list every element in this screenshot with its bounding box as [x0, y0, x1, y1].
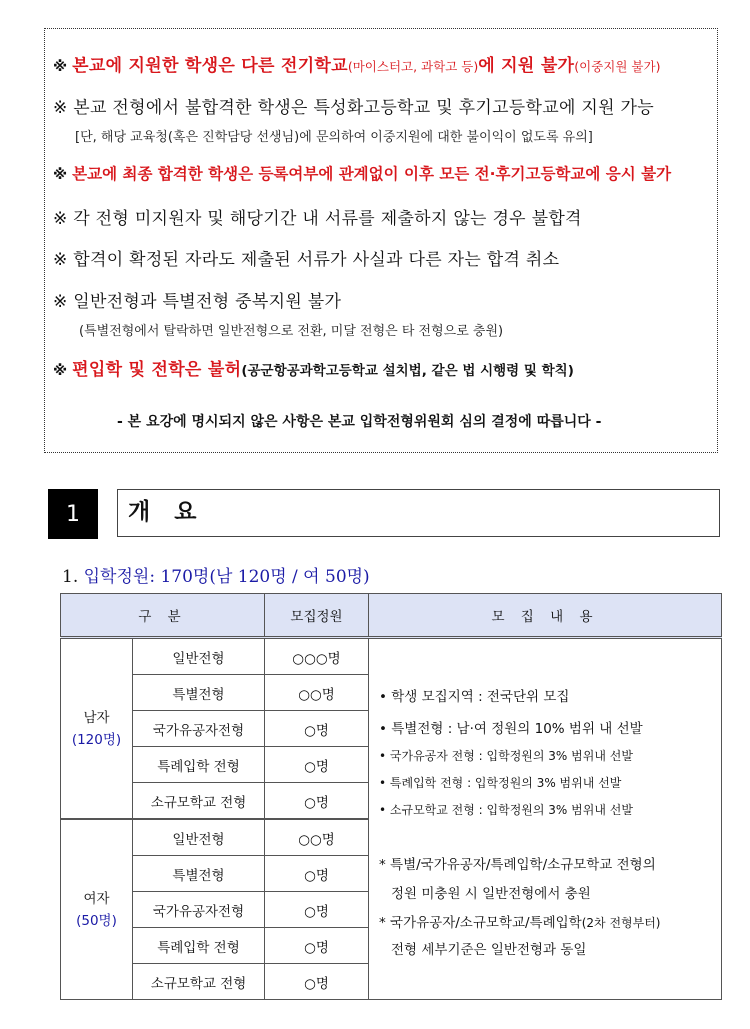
table-row: 여자 (50명) 일반전형 ○○명	[61, 819, 722, 856]
table-row: 특례입학 전형 ○명	[61, 928, 722, 964]
notice-6: ※ 일반전형과 특별전형 중복지원 불가	[53, 292, 342, 312]
section-title: 개 요	[117, 489, 720, 537]
table-row: 국가유공자전형 ○명	[61, 892, 722, 928]
table-row: 국가유공자전형 ○명	[61, 711, 722, 747]
section-number: 1	[48, 489, 98, 539]
notice-2: ※ 본교 전형에서 불합격한 학생은 특성화고등학교 및 후기고등학교에 지원 가능	[53, 98, 654, 118]
header-category: 구 분	[61, 594, 265, 638]
table-row: 소규모학교 전형 ○명	[61, 783, 722, 820]
table-row: 남자 (120명) 일반전형 ○○○명 • 학생 모집지역 : 전국단위 모집 • 특별전형 : 남·여 정원의 10% 범위 내 선발 • 국가유공자 전형 : 입학정원의 3% 범위내 선발 • 특례입학 전형 : 입학정원의 3% 범위내 선발 • 소규모학교 전형 : 입학정원의 3% 범위내 선발 * 특별/국가유공자/특례입학/소규모학교 전형의 정원 미충원 시 일반전형에서 충원 * 국가유공자/소규모학교/특례입학(2차 전형부터) 전형 세부기준은 일반전형과 동일	[61, 638, 722, 675]
header-quota: 모집정원	[265, 594, 369, 638]
notice-4: ※ 각 전형 미지원자 및 해당기간 내 서류를 제출하지 않는 경우 불합격	[53, 209, 582, 229]
group-male: 남자 (120명)	[61, 638, 133, 820]
notice-2-sub: [단, 해당 교육청(혹은 진학담당 선생님)에 문의하여 이중지원에 대한 불이익이 없도록 유의]	[75, 130, 593, 145]
notice-1: ※ 본교에 지원한 학생은 다른 전기학교(마이스터고, 과학고 등)에 지원 불가(이중지원 불가)	[53, 56, 661, 76]
notice-6-sub: (특별전형에서 탈락하면 일반전형으로 전환, 미달 전형은 타 전형으로 충원)	[79, 324, 504, 339]
notice-3: ※ 본교에 최종 합격한 학생은 등록여부에 관계없이 이후 모든 전·후기고등학교에 응시 불가	[53, 165, 672, 183]
table-row: 특례입학 전형 ○명	[61, 747, 722, 783]
admission-quota-table	[60, 593, 722, 1000]
notice-footer: - 본 요강에 명시되지 않은 사항은 본교 입학전형위원회 심의 결정에 따릅니다 -	[117, 414, 602, 430]
content-cell: • 학생 모집지역 : 전국단위 모집 • 특별전형 : 남·여 정원의 10% 범위 내 선발 • 국가유공자 전형 : 입학정원의 3% 범위내 선발 • 특례입학 전형 : 입학정원의 3% 범위내 선발 • 소규모학교 전형 : 입학정원의 3% 범위내 선발 * 특별/국가유공자/특례입학/소규모학교 전형의 정원 미충원 시 일반전형에서 충원 * 국가유공자/소규모학교/특례입학(2차 전형부터) 전형 세부기준은 일반전형과 동일	[369, 638, 722, 1000]
table-row: 소규모학교 전형 ○명	[61, 964, 722, 1000]
subheading: 1. 입학정원: 170명(남 120명 / 여 50명)	[62, 567, 370, 587]
notice-5: ※ 합격이 확정된 자라도 제출된 서류가 사실과 다른 자는 합격 취소	[53, 250, 560, 270]
table-row: 특별전형 ○○명	[61, 675, 722, 711]
group-female: 여자 (50명)	[61, 819, 133, 1000]
notice-7: ※ 편입학 및 전학은 불허(공군항공과학고등학교 설치법, 같은 법 시행령 및 학칙)	[53, 360, 574, 380]
table-row: 특별전형 ○명	[61, 856, 722, 892]
header-content: 모 집 내 용	[369, 594, 722, 638]
notice-box	[44, 28, 718, 453]
